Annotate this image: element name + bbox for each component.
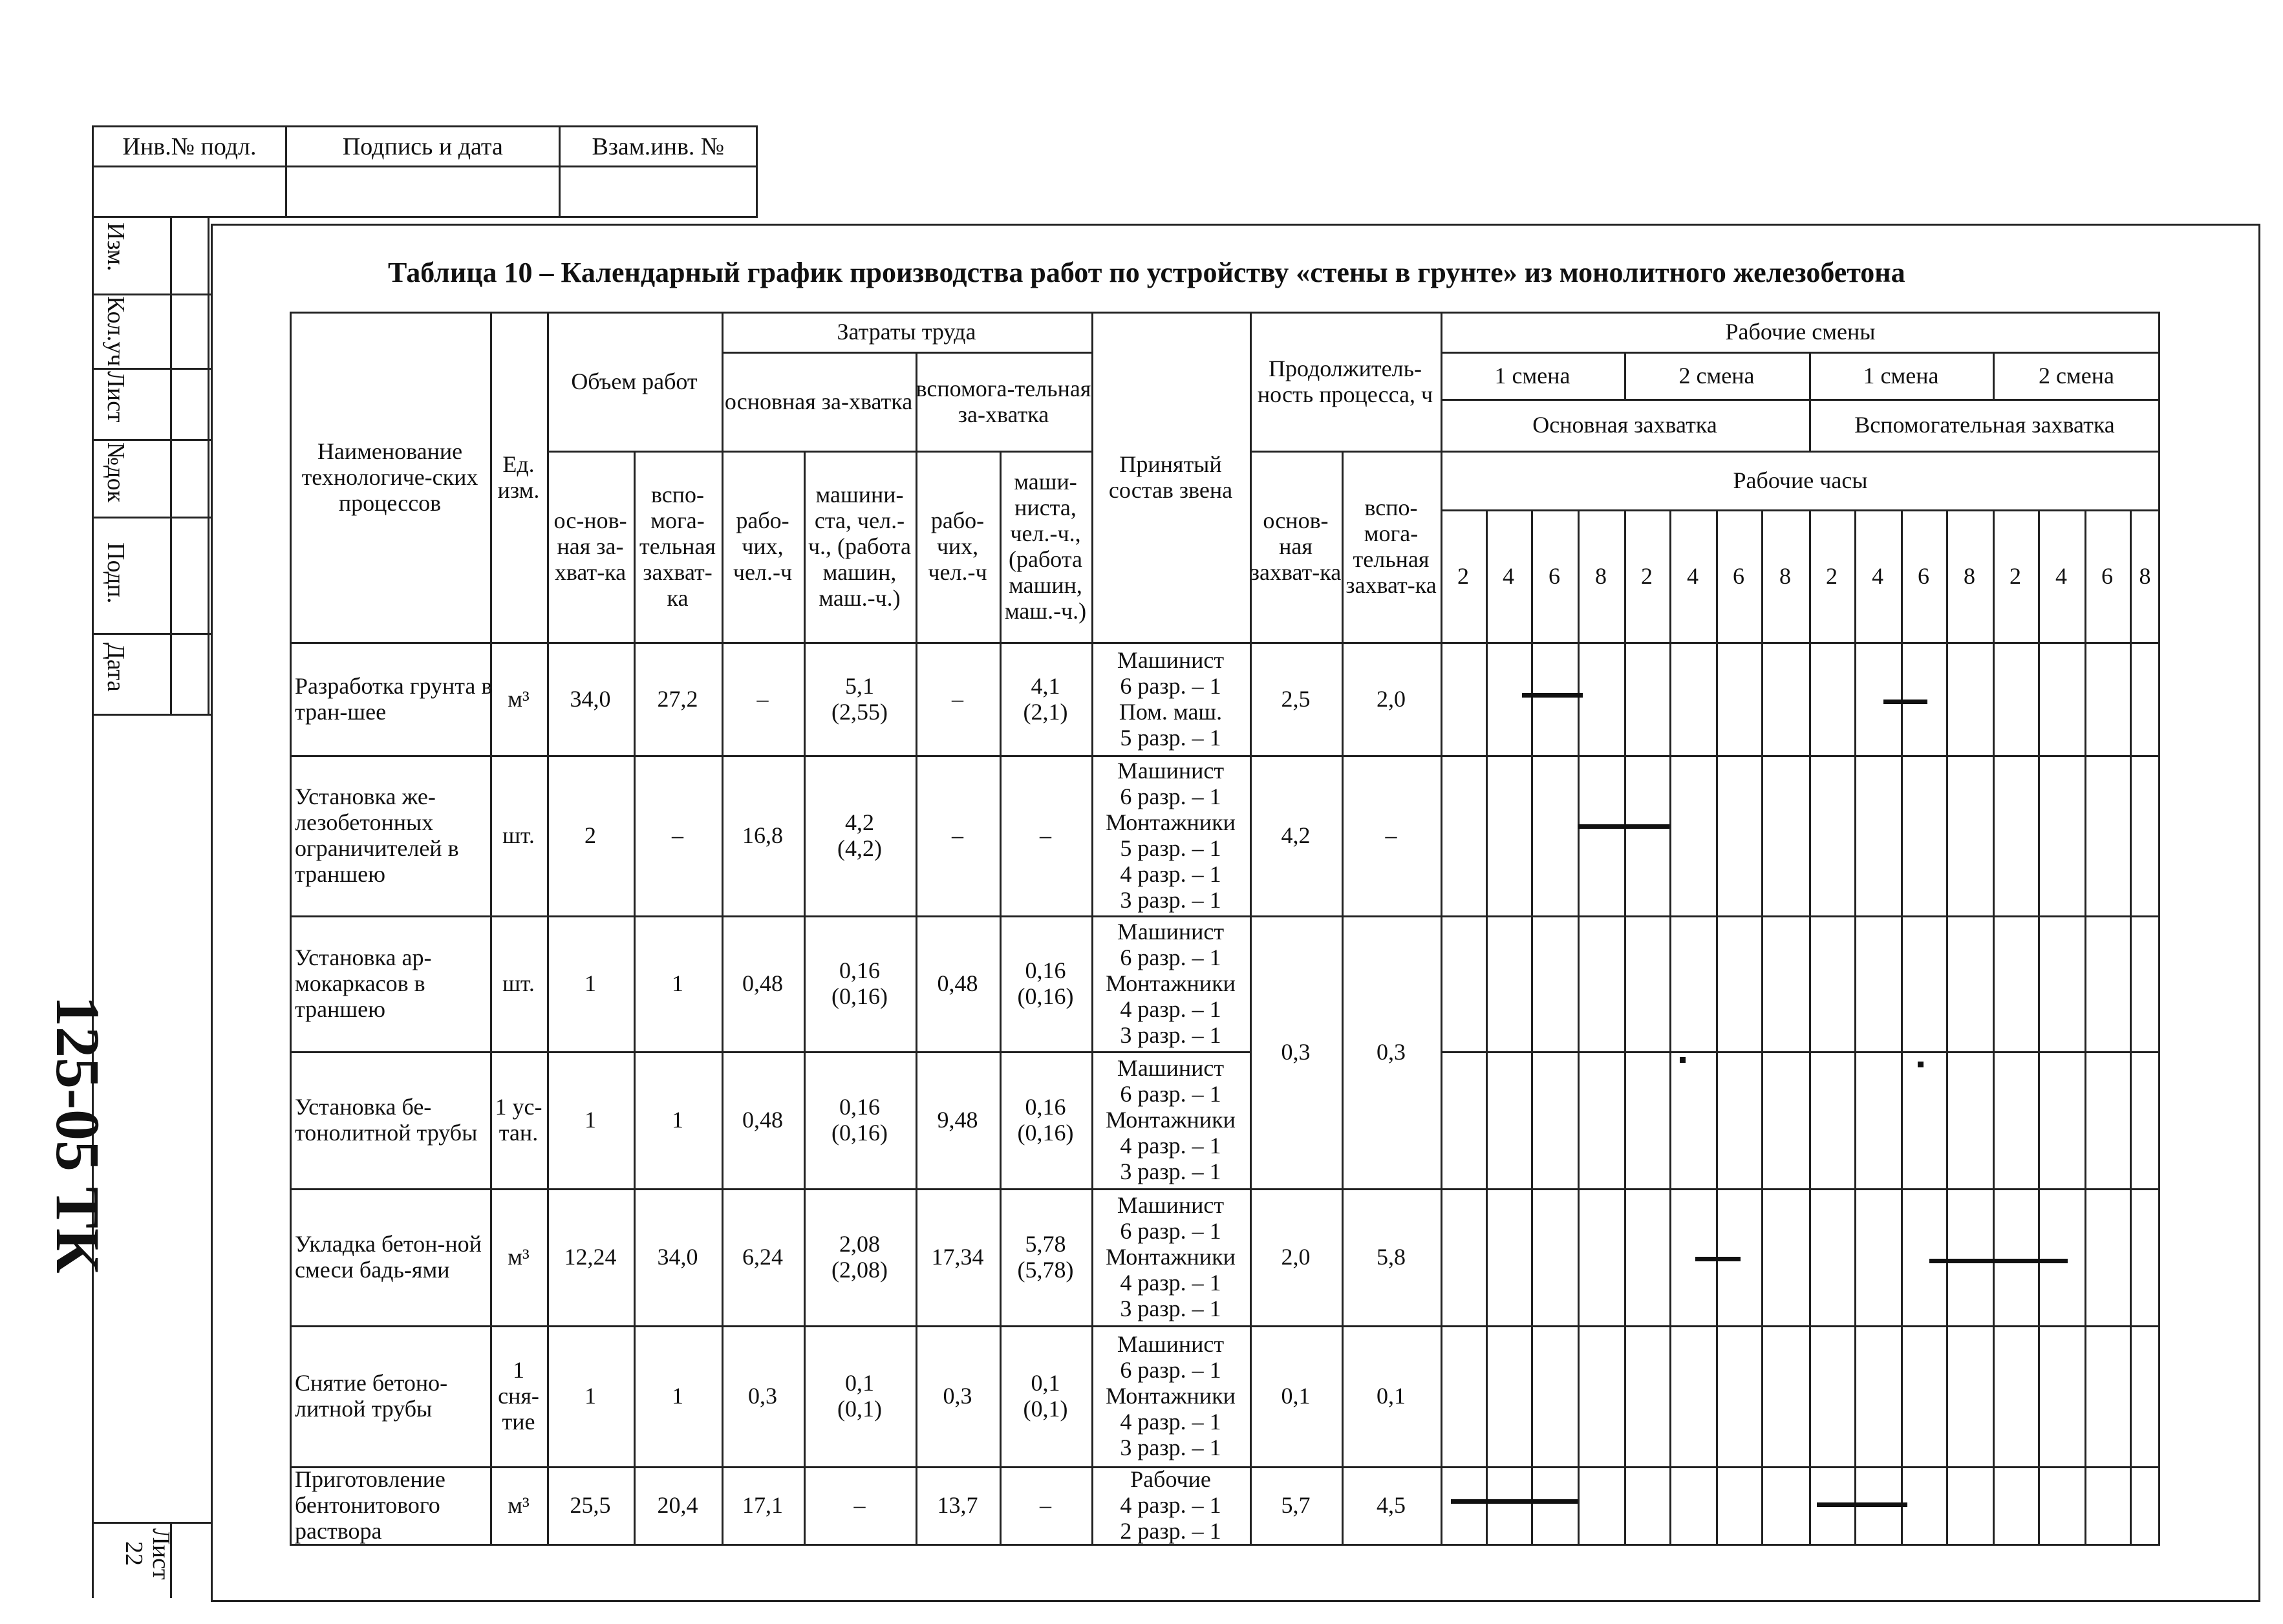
header-workers: рабо-чих, чел.-ч bbox=[733, 508, 793, 585]
labor-workers: 17,1 bbox=[742, 1492, 783, 1518]
duration-main: 0,1 bbox=[1281, 1383, 1311, 1409]
process-name: Установка ар-мокаркасов в траншею bbox=[295, 945, 432, 1022]
duration-aux: 0,3 bbox=[1377, 1039, 1406, 1065]
volume-main: 25,5 bbox=[570, 1492, 611, 1518]
grid-line bbox=[1854, 509, 1856, 1544]
header-dur-aux: вспо-мога-тельная захват-ка bbox=[1345, 495, 1437, 598]
hour-tick: 8 bbox=[2139, 562, 2151, 589]
grid-line bbox=[1946, 509, 1948, 1544]
duration-main: 5,7 bbox=[1281, 1492, 1311, 1518]
crew-cell: Машинист 6 разр. – 1 Монтажники 4 разр. – 1 3 разр. – 1 bbox=[1106, 1055, 1236, 1184]
side-row bbox=[94, 714, 213, 716]
header-vol-main: ос-нов-ная за-хват-ка bbox=[553, 508, 627, 585]
grid-line bbox=[1669, 509, 1671, 1544]
hour-tick: 6 bbox=[1733, 562, 1744, 589]
hour-tick: 6 bbox=[2101, 562, 2113, 589]
crew-cell: Машинист 6 разр. – 1 Монтажники 4 разр. – 1 3 разр. – 1 bbox=[1106, 1331, 1236, 1460]
hour-tick: 8 bbox=[1595, 562, 1607, 589]
duration-main: 2,0 bbox=[1281, 1244, 1311, 1270]
gantt-bar bbox=[1451, 1499, 1578, 1504]
unit-cell: м³ bbox=[508, 1492, 530, 1518]
unit-cell: м³ bbox=[508, 1244, 530, 1270]
hour-tick: 2 bbox=[1826, 562, 1838, 589]
labor-machinists-aux: 0,16 (0,16) bbox=[1017, 1094, 1074, 1146]
header-shift2b: 2 смена bbox=[2039, 362, 2114, 389]
labor-machinists-aux: 0,1 (0,1) bbox=[1023, 1370, 1068, 1422]
header-hours: Рабочие часы bbox=[1733, 467, 1868, 493]
grid-line bbox=[290, 1544, 2160, 1546]
labor-workers: 16,8 bbox=[742, 822, 783, 848]
hour-tick: 4 bbox=[1872, 562, 1883, 589]
crew-cell: Машинист 6 разр. – 1 Монтажники 4 разр. – 1 3 разр. – 1 bbox=[1106, 1192, 1236, 1321]
header-duration: Продолжитель-ность процесса, ч bbox=[1257, 355, 1433, 407]
header-workers-aux: рабо-чих, чел.-ч bbox=[928, 508, 987, 585]
volume-aux: – bbox=[672, 822, 683, 848]
labor-machinists: 4,2 (4,2) bbox=[837, 809, 882, 861]
grid-line bbox=[1486, 509, 1488, 1544]
crew-cell: Машинист 6 разр. – 1 Монтажники 5 разр. – 1 4 разр. – 1 3 разр. – 1 bbox=[1106, 758, 1236, 913]
grid-line bbox=[1761, 509, 1763, 1544]
side-row bbox=[94, 633, 213, 635]
grid-line bbox=[1441, 1051, 2160, 1053]
labor-machinists: 2,08 (2,08) bbox=[831, 1231, 888, 1283]
hour-tick: 8 bbox=[1779, 562, 1791, 589]
labor-machinists: 0,16 (0,16) bbox=[831, 957, 888, 1009]
labor-machinists-aux: 0,16 (0,16) bbox=[1017, 957, 1074, 1009]
labor-workers: 0,3 bbox=[748, 1383, 777, 1409]
duration-aux: 5,8 bbox=[1377, 1244, 1406, 1270]
header-volume: Объем работ bbox=[571, 368, 698, 394]
crew-cell: Машинист 6 разр. – 1 Пом. маш. 5 разр. – 1 bbox=[1117, 646, 1225, 751]
process-name: Установка бе-тонолитной трубы bbox=[295, 1094, 478, 1146]
volume-main: 2 bbox=[584, 822, 596, 848]
side-row bbox=[94, 368, 213, 370]
side-izm: Изм. bbox=[102, 222, 129, 272]
labor-workers: 0,48 bbox=[742, 1107, 783, 1133]
unit-cell: шт. bbox=[502, 822, 535, 848]
volume-main: 1 bbox=[584, 1107, 596, 1133]
header-labor-aux: вспомога-тельная за-хватка bbox=[916, 375, 1091, 427]
header-shift2: 2 смена bbox=[1678, 362, 1755, 389]
unit-cell: м³ bbox=[508, 685, 530, 712]
header-dur-main: основ-ная захват-ка bbox=[1250, 508, 1342, 585]
gantt-bar bbox=[1578, 824, 1669, 829]
labor-machinists: 0,16 (0,16) bbox=[831, 1094, 888, 1146]
labor-workers-aux: – bbox=[952, 822, 963, 848]
duration-aux: 0,1 bbox=[1377, 1383, 1406, 1409]
volume-aux: 27,2 bbox=[657, 685, 698, 712]
hour-tick: 4 bbox=[1503, 562, 1514, 589]
labor-workers-aux: 17,34 bbox=[931, 1244, 984, 1270]
stamp-empty bbox=[93, 167, 286, 217]
process-name: Снятие бетоно-литной трубы bbox=[295, 1370, 448, 1422]
gantt-bar bbox=[1522, 693, 1583, 698]
volume-main: 1 bbox=[584, 970, 596, 996]
unit-cell: 1 сня-тие bbox=[498, 1357, 539, 1435]
gantt-marker bbox=[1680, 1057, 1686, 1063]
volume-aux: 34,0 bbox=[657, 1244, 698, 1270]
header-crew: Принятый состав звена bbox=[1108, 451, 1233, 503]
table-title: Таблица 10 – Календарный график производства работ по устройству «стены в грунте» из монолитного железобетона bbox=[388, 257, 1905, 288]
labor-workers-aux: 0,3 bbox=[943, 1383, 972, 1409]
labor-workers: 0,48 bbox=[742, 970, 783, 996]
header-shift1: 1 смена bbox=[1494, 362, 1570, 389]
process-name: Приготовление бентонитового раствора bbox=[295, 1466, 445, 1544]
grid-line bbox=[1993, 509, 1995, 1544]
labor-machinists: 5,1 (2,55) bbox=[831, 672, 888, 725]
grid-line bbox=[1809, 509, 1811, 1544]
hour-tick: 8 bbox=[1964, 562, 1975, 589]
hour-tick: 4 bbox=[2055, 562, 2067, 589]
grid-line bbox=[2038, 509, 2040, 1544]
side-kol-uch: Кол.уч bbox=[102, 296, 129, 367]
duration-main: 4,2 bbox=[1281, 822, 1311, 848]
volume-aux: 1 bbox=[672, 1383, 683, 1409]
sheet-label: Лист bbox=[147, 1528, 175, 1580]
sheet-number: 22 bbox=[120, 1541, 147, 1566]
side-list: Лист bbox=[102, 371, 129, 423]
process-name: Установка же-лезобетонных ограничителей в траншею bbox=[295, 784, 459, 887]
header-machinists-aux: маши-ниста, чел.-ч., (работа машин, маш.-ч.) bbox=[1004, 469, 1087, 624]
volume-main: 1 bbox=[584, 1383, 596, 1409]
duration-aux: 2,0 bbox=[1377, 685, 1406, 712]
schedule-table bbox=[290, 312, 2160, 1544]
side-strip bbox=[92, 216, 213, 1598]
grid-line bbox=[1624, 509, 1626, 1544]
hour-tick: 2 bbox=[1641, 562, 1653, 589]
labor-workers-aux: 9,48 bbox=[937, 1107, 978, 1133]
stamp-empty bbox=[286, 167, 560, 217]
duration-aux: – bbox=[1385, 822, 1397, 848]
grid-line bbox=[1531, 509, 1533, 1544]
grid-line bbox=[1716, 509, 1718, 1544]
header-aux-grip: Вспомогательная захватка bbox=[1854, 412, 2115, 438]
header-labor-main: основная за-хватка bbox=[724, 388, 913, 414]
hour-tick: 2 bbox=[1457, 562, 1469, 589]
duration-main: 2,5 bbox=[1281, 685, 1311, 712]
hour-tick: 6 bbox=[1549, 562, 1560, 589]
hour-tick: 6 bbox=[1918, 562, 1929, 589]
volume-main: 12,24 bbox=[564, 1244, 617, 1270]
volume-main: 34,0 bbox=[570, 685, 611, 712]
gantt-marker bbox=[1918, 1062, 1924, 1067]
header-unit: Ед. изм. bbox=[497, 451, 540, 503]
labor-machinists-aux: 5,78 (5,78) bbox=[1017, 1231, 1074, 1283]
grid-line bbox=[2085, 509, 2086, 1544]
labor-workers-aux: – bbox=[952, 685, 963, 712]
grid-line bbox=[1901, 509, 1903, 1544]
labor-machinists-aux: – bbox=[1040, 822, 1051, 848]
labor-workers-aux: 13,7 bbox=[937, 1492, 978, 1518]
duration-main: 0,3 bbox=[1281, 1039, 1311, 1065]
header-shifts: Рабочие смены bbox=[1725, 319, 1876, 345]
volume-aux: 20,4 bbox=[657, 1492, 698, 1518]
header-process: Наименование технологиче-ских процессов bbox=[301, 438, 478, 516]
labor-machinists: 0,1 (0,1) bbox=[837, 1370, 882, 1422]
grid-line bbox=[1578, 509, 1580, 1544]
labor-workers: 6,24 bbox=[742, 1244, 783, 1270]
hour-tick: 4 bbox=[1687, 562, 1699, 589]
process-name: Укладка бетон-ной смеси бадь-ями bbox=[295, 1231, 482, 1283]
gantt-bar bbox=[1695, 1257, 1741, 1261]
grid-line bbox=[2130, 509, 2132, 1544]
gantt-bar bbox=[1883, 700, 1927, 704]
header-vol-aux: вспо-мога-тельная захват-ка bbox=[639, 482, 716, 611]
header-main-grip: Основная захватка bbox=[1532, 412, 1717, 438]
process-name: Разработка грунта в тран-шее bbox=[295, 672, 493, 725]
side-podp: Подп. bbox=[102, 542, 129, 604]
hour-tick: 2 bbox=[2010, 562, 2021, 589]
stamp-table bbox=[92, 125, 758, 218]
labor-machinists: – bbox=[853, 1492, 866, 1518]
unit-cell: 1 ус-тан. bbox=[495, 1094, 542, 1146]
header-shift1b: 1 смена bbox=[1863, 362, 1939, 389]
labor-machinists-aux: 4,1 (2,1) bbox=[1023, 672, 1068, 725]
side-row bbox=[94, 517, 213, 518]
volume-aux: 1 bbox=[672, 970, 683, 996]
side-row bbox=[94, 439, 213, 441]
gantt-bar bbox=[1929, 1259, 2068, 1263]
stamp-signature-date: Подпись и дата bbox=[286, 127, 560, 167]
side-data: Дата bbox=[102, 643, 129, 692]
header-machinists: машини-ста, чел.-ч., (работа машин, маш.-ч.) bbox=[808, 482, 912, 611]
unit-cell: шт. bbox=[502, 970, 535, 996]
duration-aux: 4,5 bbox=[1377, 1492, 1406, 1518]
document-code: 125-05 ТК bbox=[43, 996, 113, 1274]
crew-cell: Машинист 6 разр. – 1 Монтажники 4 разр. – 1 3 разр. – 1 bbox=[1106, 919, 1236, 1048]
gantt-bar bbox=[1817, 1502, 1907, 1507]
volume-aux: 1 bbox=[672, 1107, 683, 1133]
side-row bbox=[94, 294, 213, 295]
stamp-vzam: Взам.инв. № bbox=[559, 127, 756, 167]
stamp-inv-no: Инв.№ подл. bbox=[93, 127, 286, 167]
labor-machinists-aux: – bbox=[1040, 1492, 1051, 1518]
stamp-empty bbox=[559, 167, 756, 217]
header-labor: Затраты труда bbox=[837, 319, 976, 345]
crew-cell: Рабочие 4 разр. – 1 2 разр. – 1 bbox=[1120, 1466, 1221, 1544]
side-no-dok: №док bbox=[102, 442, 129, 503]
labor-workers-aux: 0,48 bbox=[937, 970, 978, 996]
labor-workers: – bbox=[756, 685, 769, 712]
